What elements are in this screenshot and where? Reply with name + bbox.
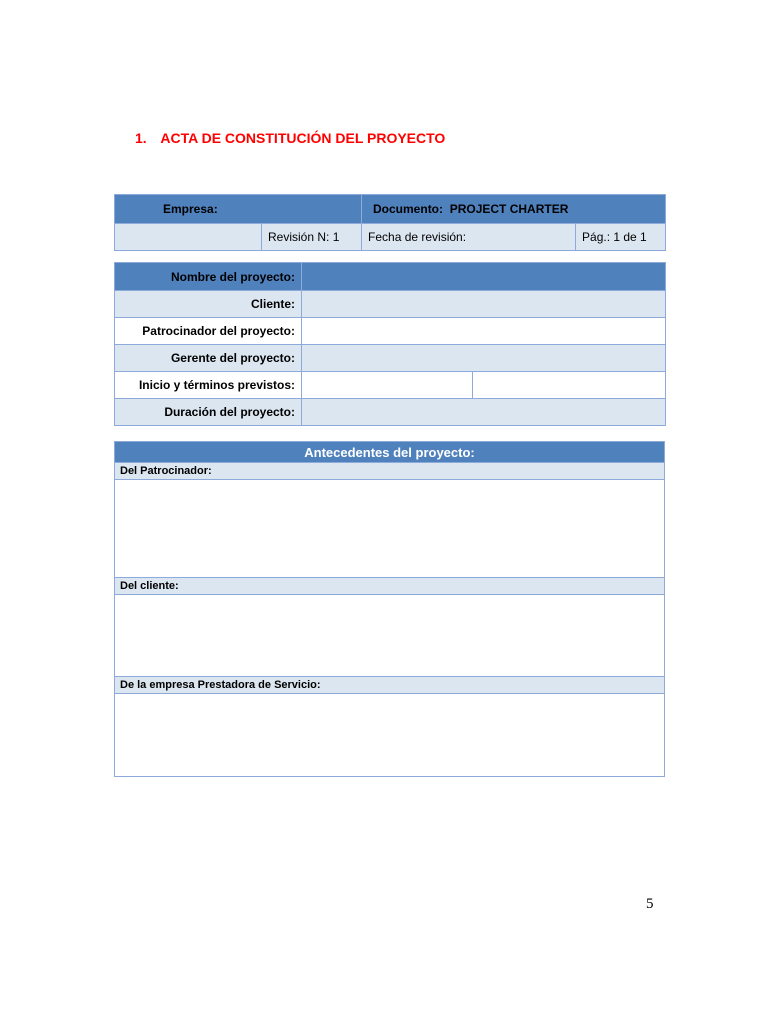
review-date-label: Fecha de revisión: <box>362 224 576 251</box>
sponsor-section-label: Del Patrocinador: <box>115 463 665 480</box>
document-label: Documento: <box>373 202 444 216</box>
project-name-label: Nombre del proyecto: <box>115 263 302 291</box>
company-label: Empresa: <box>115 195 362 224</box>
page-number: 5 <box>646 896 654 912</box>
client-section-field[interactable] <box>115 595 665 677</box>
document-value: PROJECT CHARTER <box>449 202 569 216</box>
dates-label: Inicio y términos previstos: <box>115 372 302 399</box>
client-field[interactable] <box>302 291 666 318</box>
manager-label: Gerente del proyecto: <box>115 345 302 372</box>
revision-number: Revisión N: 1 <box>262 224 362 251</box>
client-section-label: Del cliente: <box>115 578 665 595</box>
section-heading <box>135 130 445 146</box>
provider-section-label: De la empresa Prestadora de Servicio: <box>115 677 665 694</box>
project-name-field[interactable] <box>302 263 666 291</box>
sponsor-field[interactable] <box>302 318 666 345</box>
heading-title: ACTA DE CONSTITUCIÓN DEL PROYECTO <box>160 130 446 146</box>
manager-field[interactable] <box>302 345 666 372</box>
end-date-field[interactable] <box>473 372 666 399</box>
sponsor-label: Patrocinador del proyecto: <box>115 318 302 345</box>
page-count: Pág.: 1 de 1 <box>576 224 666 251</box>
duration-label: Duración del proyecto: <box>115 399 302 426</box>
heading-number: 1. <box>135 130 147 146</box>
duration-field[interactable] <box>302 399 666 426</box>
client-label: Cliente: <box>115 291 302 318</box>
document-cell <box>362 195 666 224</box>
provider-section-field[interactable] <box>115 694 665 777</box>
project-background-table <box>114 441 665 777</box>
start-date-field[interactable] <box>302 372 473 399</box>
company-value-cell[interactable] <box>115 224 262 251</box>
sponsor-section-field[interactable] <box>115 480 665 578</box>
project-info-table <box>114 262 666 426</box>
background-title: Antecedentes del proyecto: <box>115 442 665 463</box>
document-header-table <box>114 194 666 251</box>
